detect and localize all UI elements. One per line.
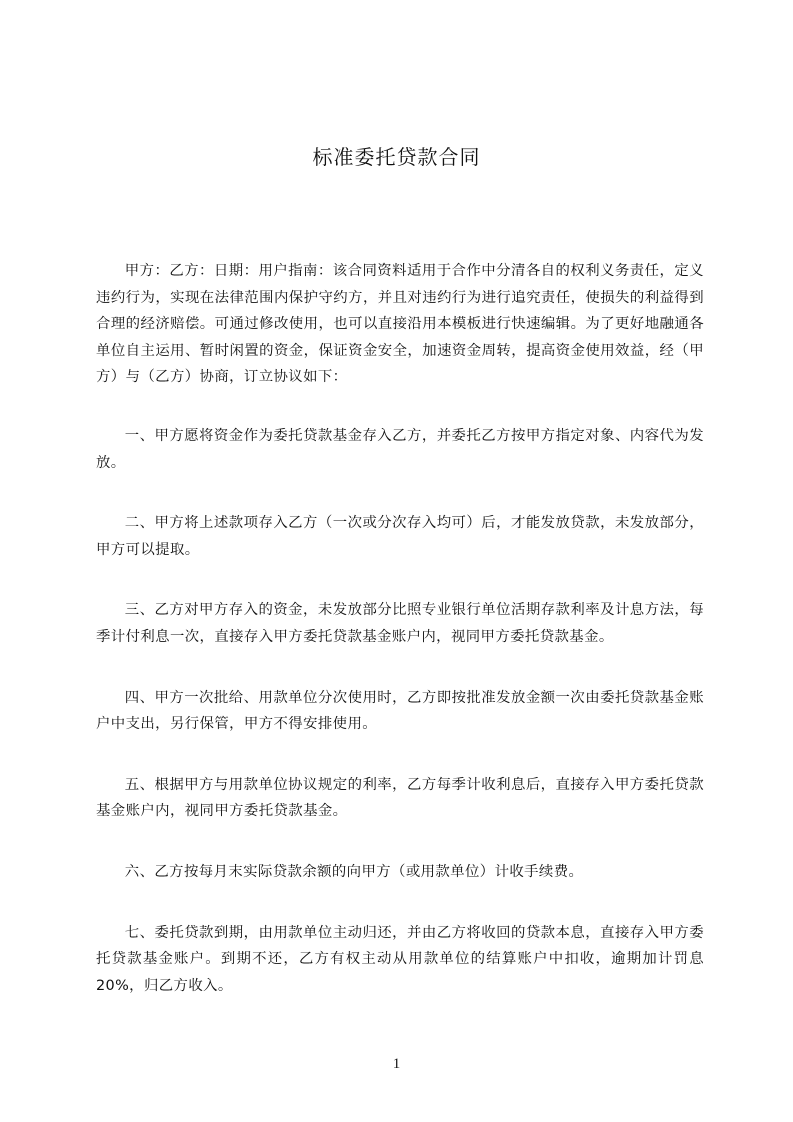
clause-5: 五、根据甲方与用款单位协议规定的利率，乙方每季计收利息后，直接存入甲方委托贷款基金账户内，视同甲方委托贷款基金。 — [96, 776, 704, 820]
clause-7: 七、委托贷款到期，由用款单位主动归还，并由乙方将收回的贷款本息，直接存入甲方委托贷款基金账户。到期不还，乙方有权主动从用款单位的结算账户中扣收，逾期加计罚息 20%，归乙方收入。 — [96, 924, 704, 994]
clause-3: 三、乙方对甲方存入的资金，未发放部分比照专业银行单位活期存款利率及计息方法，每季计付利息一次，直接存入甲方委托贷款基金账户内，视同甲方委托贷款基金。 — [96, 602, 704, 645]
document-title: 标准委托贷款合同 — [312, 145, 481, 169]
clause-6: 六、乙方按每月末实际贷款余额的向甲方（或用款单位）计收手续费。 — [124, 863, 584, 880]
page-number: 1 — [392, 1056, 401, 1072]
clause-2: 二、甲方将上述款项存入乙方（一次或分次存入均可）后，才能发放贷款，未发放部分，甲方可以提取。 — [96, 515, 704, 558]
document-body — [96, 258, 704, 1033]
clause-1: 一、甲方愿将资金作为委托贷款基金存入乙方，并委托乙方按甲方指定对象、内容代为发放。 — [96, 427, 704, 471]
intro-paragraph: 甲方：乙方：日期：用户指南：该合同资料适用于合作中分清各自的权利义务责任，定义违约行为，实现在法律范围内保护守约方，并且对违约行为进行追究责任，使损失的利益得到合理的经济赔偿。可通过修改使用，也可以直接沿用本模板进行快速编辑。为了更好地融通各单位自主运用、暂时闲置的资金，保证资金安全，加速资金周转，提高资金使用效益，经（甲方）与（乙方）协商，订立协议如下： — [96, 263, 704, 386]
clause-4: 四、甲方一次批给、用款单位分次使用时，乙方即按批准发放金额一次由委托贷款基金账户中支出，另行保管，甲方不得安排使用。 — [96, 689, 704, 733]
